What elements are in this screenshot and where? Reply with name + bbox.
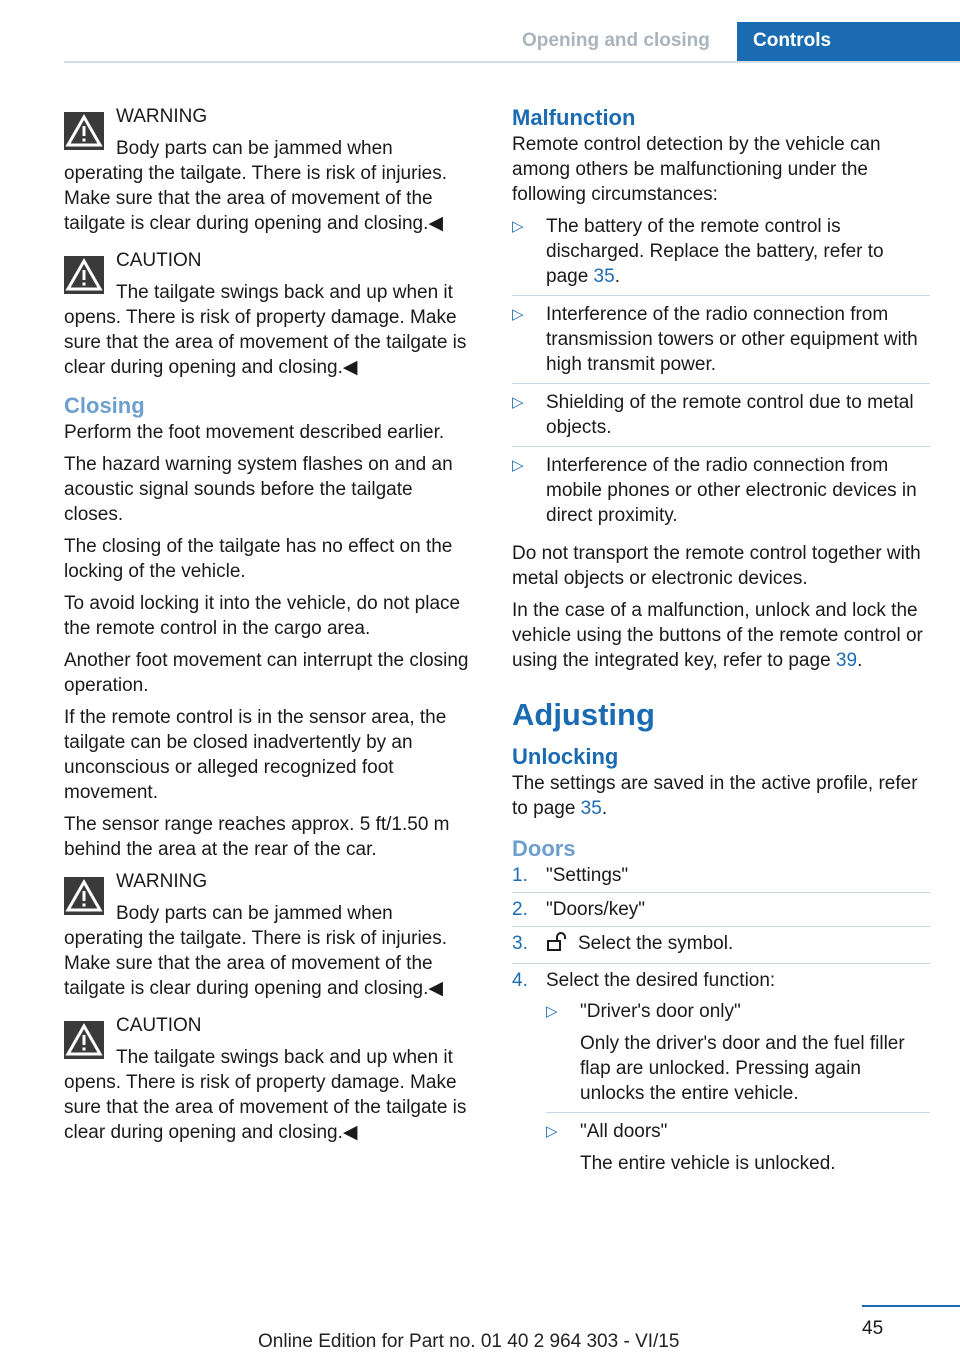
list-item: ▷ Shielding of the remote control due to metal objects.: [512, 390, 930, 447]
paragraph: Do not transport the remote control together with metal objects or electronic devices.: [512, 543, 921, 589]
caution-title: CAUTION: [116, 250, 202, 271]
paragraph: If the remote control is in the sensor area, the tailgate can be closed inadvertently by an unconscious or alleged recognized foot movement.: [64, 707, 447, 803]
warning-block: [64, 869, 476, 1001]
footer-divider: [862, 1305, 960, 1307]
bullet-triangle-icon: ▷: [546, 1123, 558, 1140]
paragraph: The sensor range reaches approx. 5 ft/1.50 m behind the area at the rear of the car.: [64, 814, 450, 860]
list-item: ▷ Interference of the radio connection from mobile phones or other electronic devices in direct proximity.: [512, 455, 917, 526]
right-column: [512, 100, 930, 1196]
page-link[interactable]: 35: [593, 266, 615, 287]
page-link[interactable]: 35: [580, 798, 602, 819]
step-item: 3. Select the symbol.: [512, 931, 930, 964]
unlocking-heading: Unlocking: [512, 744, 619, 769]
closing-heading: Closing: [64, 393, 145, 418]
warning-block: [64, 104, 476, 236]
adjusting-heading: Adjusting: [512, 697, 655, 732]
left-column: [64, 100, 476, 1157]
function-options: [546, 999, 930, 1182]
malfunction-list: [512, 214, 930, 534]
bullet-triangle-icon: ▷: [512, 218, 524, 235]
bullet-triangle-icon: ▷: [512, 394, 524, 411]
caution-body: The tailgate swings back and up when it opens. There is risk of property damage. Make sure that the area of movement of the tailgate is clear during opening and closing.◀: [64, 282, 467, 378]
paragraph: The closing of the tailgate has no effect on the locking of the vehicle.: [64, 536, 453, 582]
bullet-triangle-icon: ▷: [546, 1003, 558, 1020]
option-name: "Driver's door only": [580, 1001, 741, 1022]
warning-body: Body parts can be jammed when operating the tailgate. There is risk of injuries. Make sure that the area of movement of the tailgate is clear during opening and closing.◀: [64, 138, 448, 234]
warning-triangle-icon: [64, 112, 104, 150]
header-section-title: Opening and closing: [522, 30, 710, 51]
page-link[interactable]: 39: [835, 650, 858, 671]
warning-body: Body parts can be jammed when operating the tailgate. There is risk of injuries. Make sure that the area of movement of the tailgate is clear during opening and closing.◀: [64, 903, 448, 999]
page-number: 45: [862, 1318, 884, 1339]
warning-title: WARNING: [116, 106, 208, 127]
steps-list: [512, 863, 930, 1192]
option-description: The entire vehicle is unlocked.: [580, 1153, 836, 1174]
warning-title: WARNING: [116, 871, 208, 892]
step-item: 4. Select the desired function: ▷ "Driver's door only" Only the driver's door and the fuel filler flap are unlocked. Pressing again unlocks the entire vehicle. ▷ "All doors" The entire vehicle is unlocked.: [512, 968, 930, 1192]
caution-body: The tailgate swings back and up when it opens. There is risk of property damage. Make sure that the area of movement of the tailgate is clear during opening and closing.◀: [64, 1047, 467, 1143]
caution-title: CAUTION: [116, 1015, 202, 1036]
list-item: ▷ Interference of the radio connection from transmission towers or other equipment with high transmit power.: [512, 302, 930, 384]
paragraph: In the case of a malfunction, unlock and lock the vehicle using the buttons of the remote control or using the integrated key, refer to page 39.: [512, 600, 923, 671]
warning-triangle-icon: [64, 877, 104, 915]
bullet-triangle-icon: ▷: [512, 457, 524, 474]
header-chapter-tab: Controls: [737, 22, 960, 63]
malfunction-intro: Remote control detection by the vehicle can among others be malfunctioning under the following circumstances:: [512, 134, 881, 205]
list-item: ▷ The battery of the remote control is discharged. Replace the battery, refer to page 35.: [512, 214, 930, 296]
bullet-triangle-icon: ▷: [512, 306, 524, 323]
paragraph: To avoid locking it into the vehicle, do not place the remote control in the cargo area.: [64, 593, 461, 639]
header-divider: [64, 61, 960, 63]
paragraph: The hazard warning system flashes on and an acoustic signal sounds before the tailgate closes.: [64, 454, 453, 525]
edition-footer: Online Edition for Part no. 01 40 2 964 303 - VI/15: [258, 1331, 680, 1352]
option-name: "All doors": [580, 1121, 668, 1142]
caution-triangle-icon: [64, 1021, 104, 1059]
paragraph: The settings are saved in the active profile, refer to page 35.: [512, 773, 918, 819]
caution-block: [64, 248, 476, 380]
paragraph: Perform the foot movement described earlier.: [64, 422, 445, 443]
unlock-symbol-icon: [546, 932, 570, 959]
caution-block: [64, 1013, 476, 1145]
doors-heading: Doors: [512, 836, 576, 861]
option-description: Only the driver's door and the fuel filler flap are unlocked. Pressing again unlocks the entire vehicle.: [580, 1033, 905, 1104]
step-item: 1. "Settings": [512, 863, 930, 893]
option-item: [546, 1119, 930, 1182]
paragraph: Another foot movement can interrupt the closing operation.: [64, 650, 469, 696]
step-item: 2. "Doors/key": [512, 897, 930, 927]
option-item: [546, 999, 930, 1113]
caution-triangle-icon: [64, 256, 104, 294]
malfunction-heading: Malfunction: [512, 105, 636, 130]
